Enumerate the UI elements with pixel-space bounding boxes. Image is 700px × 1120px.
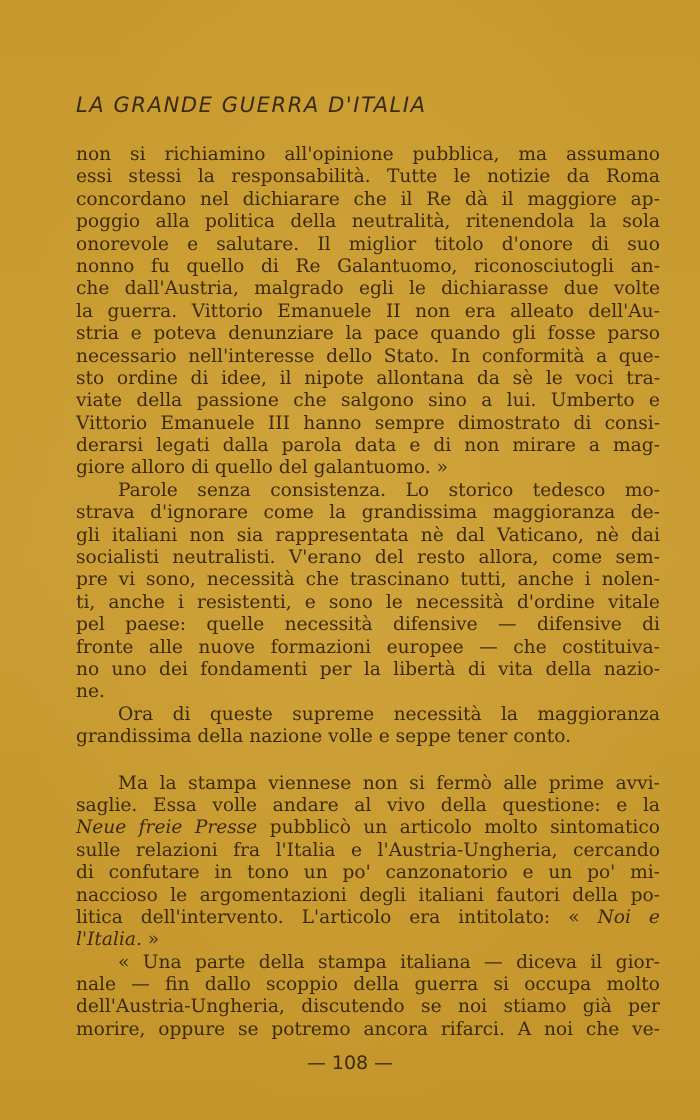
text-line: sulle relazioni fra l'Italia e l'Austria-Ungheria, cercando — [76, 839, 660, 861]
text-line: di confutare in tono un po' canzonatorio e un po' mi- — [76, 862, 660, 884]
text-line: onorevole e salutare. Il miglior titolo d'onore di suo — [76, 233, 660, 255]
text-line: che dall'Austria, malgrado egli le dichiarasse due volte — [76, 278, 660, 300]
text-line: necessario nell'interesse dello Stato. In conformità a que- — [76, 345, 660, 367]
text-line: stria e poteva denunziare la pace quando gli fosse parso — [76, 323, 660, 345]
text-line: no uno dei fondamenti per la libertà di vita della nazio- — [76, 658, 660, 680]
text-line: Neue freie Presse pubblicò un articolo molto sintomatico — [76, 817, 660, 839]
text-line: nale — fin dallo scoppio della guerra si occupa molto — [76, 974, 660, 996]
text-line: la guerra. Vittorio Emanuele II non era alleato dell'Au- — [76, 300, 660, 322]
text-line: strava d'ignorare come la grandissima maggioranza de- — [76, 502, 660, 524]
text-line: Ma la stampa viennese non si fermò alle prime avvi- — [118, 772, 660, 794]
section-gap — [76, 749, 660, 773]
text-line: essi stessi la responsabilità. Tutte le notizie da Roma — [76, 166, 660, 188]
text-line: viate della passione che salgono sino a lui. Umberto e — [76, 390, 660, 412]
text-line: giore alloro di quello del galantuomo. » — [76, 457, 448, 479]
text-line: morire, oppure se potremo ancora rifarci. A noi che ve- — [76, 1018, 660, 1040]
text-line: dell'Austria-Ungheria, discutendo se noi stiamo già per — [76, 996, 660, 1018]
text-line: nonno fu quello di Re Galantuomo, riconosciutogli an- — [76, 255, 660, 277]
text-line: litica dell'intervento. L'articolo era intitolato: « Noi e — [76, 906, 660, 928]
running-head: LA GRANDE GUERRA D'ITALIA — [76, 93, 427, 117]
text-line: « Una parte della stampa italiana — diceva il gior- — [118, 951, 660, 973]
text-line: pre vi sono, necessità che trascinano tutti, anche i nolen- — [76, 569, 660, 591]
text-line: fronte alle nuove formazioni europee — che costituiva- — [76, 636, 660, 658]
text-line: concordano nel dichiarare che il Re dà il maggiore ap- — [76, 188, 660, 210]
text-line: non si richiamino all'opinione pubblica, ma assumano — [76, 144, 660, 165]
text-line: poggio alla politica della neutralità, ritenendola la sola — [76, 211, 660, 233]
text-line: naccioso le argomentazioni degli italiani fautori della po- — [76, 884, 660, 906]
body-text — [76, 144, 660, 1041]
text-line: Vittorio Emanuele III hanno sempre dimostrato di consi- — [76, 412, 660, 434]
text-line: pel paese: quelle necessità difensive — difensive di — [76, 614, 660, 636]
text-line: Parole senza consistenza. Lo storico tedesco mo- — [118, 479, 660, 501]
text-line: Ora di queste supreme necessità la maggioranza — [118, 703, 660, 725]
text-line: ne. — [76, 681, 105, 703]
text-line: saglie. Essa volle andare al vivo della questione: e la — [76, 794, 660, 816]
text-line: ti, anche i resistenti, e sono le necessità d'ordine vitale — [76, 591, 660, 613]
text-line: grandissima della nazione volle e seppe tener conto. — [76, 726, 572, 748]
page-number: — 108 — — [306, 1052, 394, 1074]
text-line: socialisti neutralisti. V'erano del resto allora, come sem- — [76, 547, 660, 569]
text-line: derarsi legati dalla parola data e di non mirare a mag- — [76, 435, 660, 457]
text-line: l'Italia. » — [76, 929, 160, 951]
text-line: gli italiani non sia rappresentata nè dal Vaticano, nè dai — [76, 524, 660, 546]
text-line: sto ordine di idee, il nipote allontana da sè le voci tra- — [76, 367, 660, 389]
